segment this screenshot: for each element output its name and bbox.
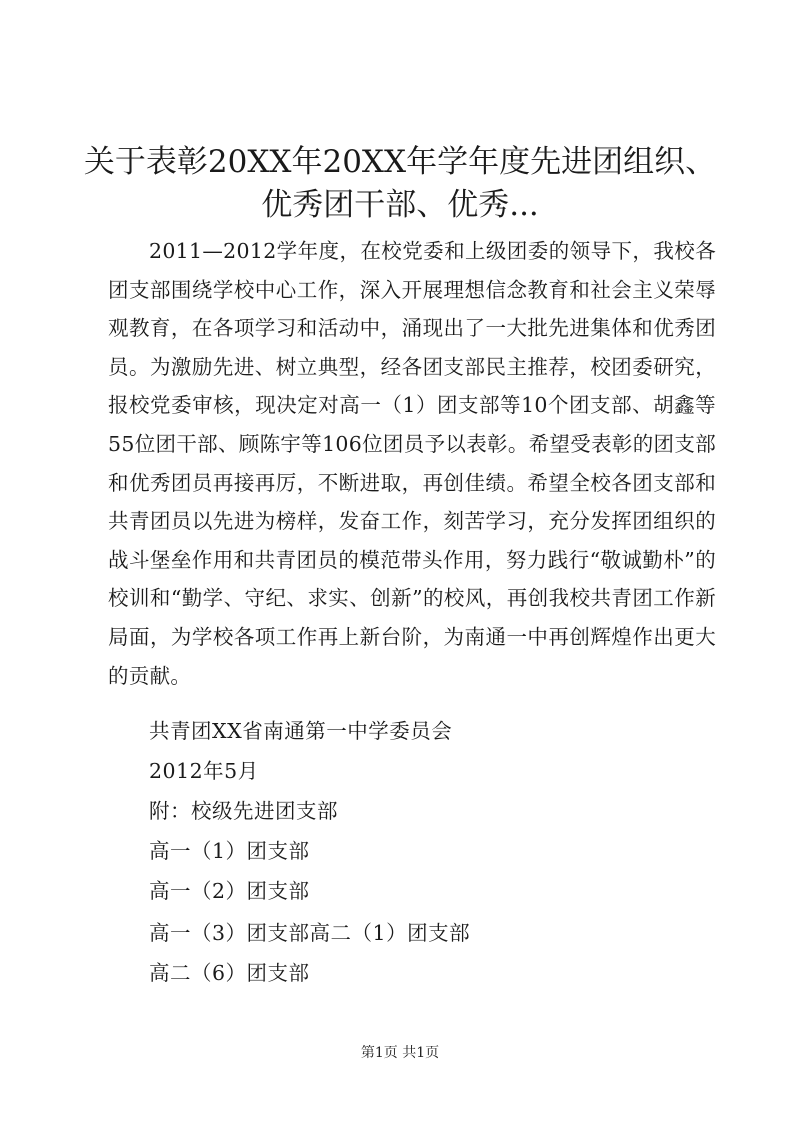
page-footer: 第1页 共1页: [360, 1045, 440, 1061]
body-paragraph: 2011—2012学年度，在校党委和上级团委的领导下，我校各团支部围绕学校中心工作，深入开展理想信念教育和社会主义荣辱观教育，在各项学习和活动中，涌现出了一大批先进集体和优秀团员。为激励先进、树立典型，经各团支部民主推荐，校团委研究，报校党委审核，现决定对高一（1）团支部等10个团支部、胡鑫等55位团干部、顾陈宇等106位团员予以表彰。希望受表彰的团支部和优秀团员再接再厉，不断进取，再创佳绩。希望全校各团支部和共青团员以先进为榜样，发奋工作，刻苦学习，充分发挥团组织的战斗堡垒作用和共青团员的模范带头作用，努力践行“敬诚勤朴”的校训和“勤学、守纪、求实、创新”的校风，再创我校共青团工作新局面，为学校各项工作再上新台阶，为南通一中再创辉煌作出更大的贡献。: [108, 239, 716, 688]
annex-title: 附：校级先进团支部: [149, 799, 338, 823]
branch-list-item: 高一（3）团支部高二（1）团支部: [149, 921, 471, 945]
branch-list-item: 高二（6）团支部: [149, 961, 310, 985]
signature-organization: 共青团XX省南通第一中学委员会: [149, 719, 453, 743]
document-title-line-1: 关于表彰20XX年20XX年学年度先进团组织、: [83, 144, 717, 180]
branch-list-item: 高一（1）团支部: [149, 839, 310, 863]
branch-list-item: 高一（2）团支部: [149, 879, 310, 903]
document-title-line-2: 优秀团干部、优秀...: [261, 187, 539, 223]
signature-date: 2012年5月: [149, 759, 259, 783]
